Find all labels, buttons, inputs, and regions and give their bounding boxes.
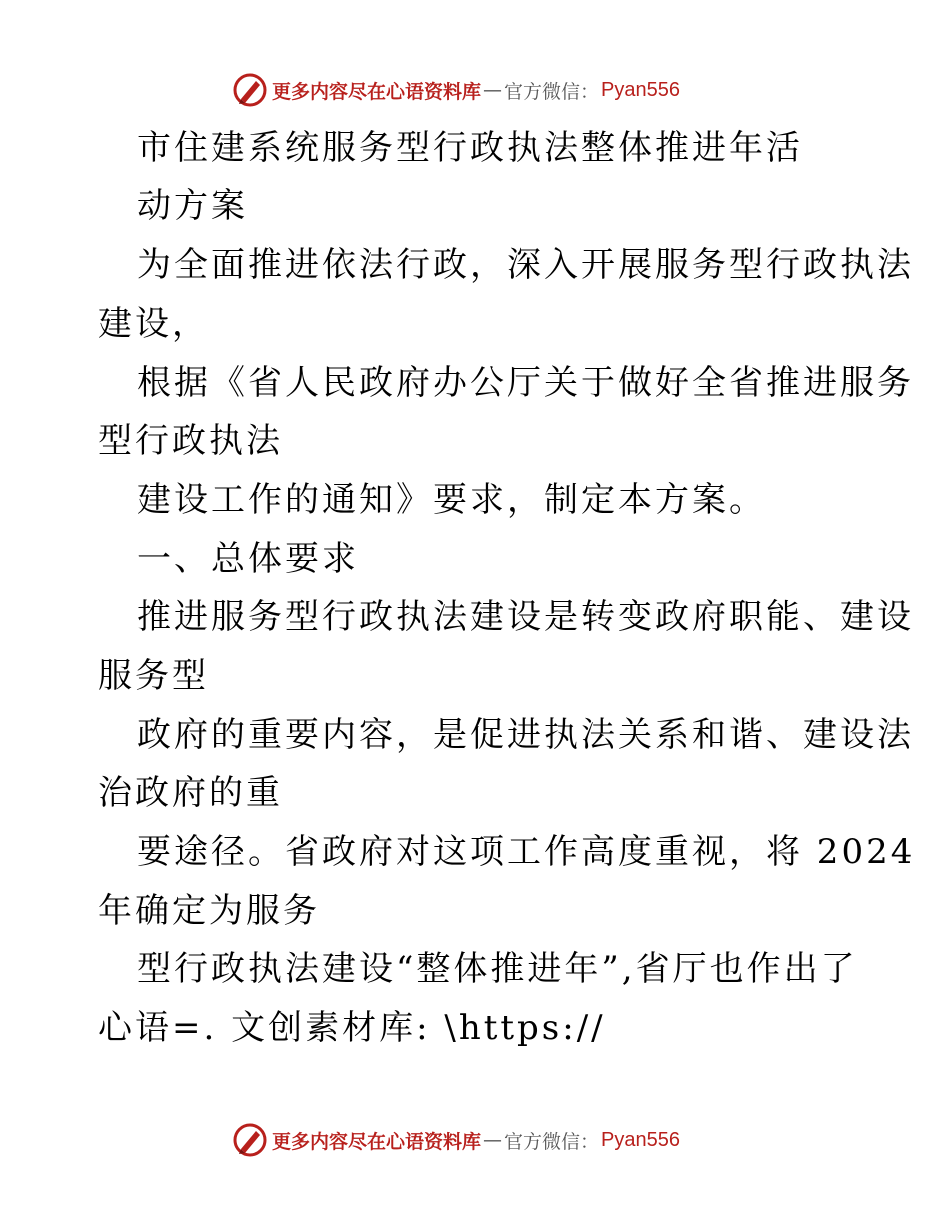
banner-sub-text: 官方微信： xyxy=(504,80,600,103)
banner-main-text: 更多内容尽在心语资料库 xyxy=(272,80,482,103)
banner-sub-text: 官方微信： xyxy=(504,1130,600,1153)
banner-main-text: 更多内容尽在心语资料库 xyxy=(272,1130,482,1153)
doc-line: 为全面推进依法行政，深入开展服务型行政执法 xyxy=(137,245,914,285)
banner-dash: — xyxy=(483,1129,503,1151)
doc-line: 服务型 xyxy=(98,656,209,696)
doc-line: 建设工作的通知》要求，制定本方案。 xyxy=(137,480,766,520)
doc-line: 型行政执法建设“整体推进年”,省厅也作出了 xyxy=(137,949,858,989)
pen-logo-icon xyxy=(232,1122,268,1158)
doc-line: 心语=. 文创素材库: \https:// xyxy=(98,1008,606,1048)
doc-line: 型行政执法 xyxy=(98,421,283,461)
doc-line: 年确定为服务 xyxy=(98,891,320,931)
banner-wechat-id: Pyan556 xyxy=(601,78,680,101)
doc-line: 治政府的重 xyxy=(98,773,283,813)
doc-line: 政府的重要内容，是促进执法关系和谐、建设法 xyxy=(137,715,914,755)
doc-section-heading: 一、总体要求 xyxy=(137,539,359,579)
doc-line: 建设， xyxy=(98,304,209,344)
pen-logo-icon xyxy=(232,72,268,108)
doc-line: 要途径。省政府对这项工作高度重视，将 2024 xyxy=(137,832,916,872)
doc-title-line-2: 动方案 xyxy=(137,186,248,226)
banner-wechat-id: Pyan556 xyxy=(601,1128,680,1151)
header-banner xyxy=(232,70,680,110)
doc-line: 推进服务型行政执法建设是转变政府职能、建设 xyxy=(137,597,914,637)
banner-dash: — xyxy=(483,79,503,101)
doc-title-line-1: 市住建系统服务型行政执法整体推进年活 xyxy=(137,128,803,168)
footer-banner xyxy=(232,1120,680,1160)
doc-line: 根据《省人民政府办公厅关于做好全省推进服务 xyxy=(137,363,914,403)
